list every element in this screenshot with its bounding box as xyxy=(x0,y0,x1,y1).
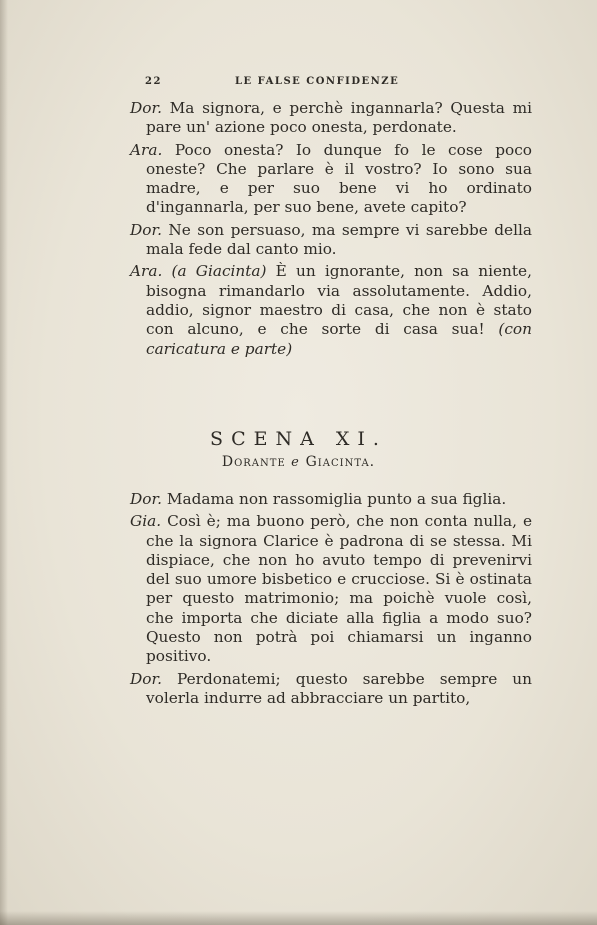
running-header xyxy=(145,76,535,92)
conjunction: e xyxy=(291,455,301,470)
stage-direction: (a Giacinta) xyxy=(171,262,267,281)
speech-line xyxy=(130,262,532,358)
speaker-label: Dor. xyxy=(130,669,162,688)
speaker-label: Ara. xyxy=(130,262,163,281)
speech-line xyxy=(130,221,532,260)
running-title: LE FALSE CONFIDENZE xyxy=(235,76,400,87)
page-bottom-shadow xyxy=(0,911,597,925)
dialogue-block-top xyxy=(130,99,532,362)
speech-text: Perdonatemi; questo sarebbe sempre un volerla indurre ad abbracciare un partito, xyxy=(146,669,532,707)
speech-line xyxy=(130,99,532,138)
speech-text: Ma signora, e perchè ingannarla? Questa mi pare un' azione poco onesta, perdonate. xyxy=(146,99,532,137)
speaker-label: Dor. xyxy=(130,99,162,117)
speech-text: Madama non rassomiglia punto a sua figlia. xyxy=(166,490,507,508)
scene-heading: SCENA XI. xyxy=(210,428,387,450)
scene-characters xyxy=(0,454,597,470)
page-number: 22 xyxy=(145,76,162,87)
speaker-label: Dor. xyxy=(130,490,162,508)
speech-text: Ne son persuaso, ma sempre vi sarebbe della mala fede dal canto mio. xyxy=(146,220,532,259)
character-name: Dorante xyxy=(221,454,286,470)
speech-line xyxy=(130,670,532,709)
speaker-label: Dor. xyxy=(130,220,162,239)
speaker-label: Gia. xyxy=(130,512,162,531)
speech-line xyxy=(130,141,532,218)
speech-text: È un ignorante, non sa niente, bisogna rimandarlo via assolutamente. Addio, addio, signor maestro di casa, che non è stato con alcuno, e che sorte di casa sua! xyxy=(146,262,532,339)
speech-text: Così è; ma buono però, che non conta nulla, e che la signora Clarice è padrona di se stessa. Mi dispiace, che non ho avuto tempo di prevenirvi del suo umore bisbetico e crucciose. Si è ostinata per questo matrimonio; ma poichè vuole così, che importa che diciate alla figlia a modo suo? Questo non potrà poi chiamarsi un inganno positivo. xyxy=(146,512,532,666)
speaker-label: Ara. xyxy=(130,140,163,159)
speech-text: Poco onesta? Io dunque fo le cose poco oneste? Che parlare è il vostro? Io sono sua madre, e per suo bene vi ho ordinato d'ingannarla, per suo bene, avete capito? xyxy=(146,140,532,217)
dialogue-block-bottom xyxy=(130,490,532,711)
speech-line xyxy=(130,512,532,666)
speech-line xyxy=(130,490,532,509)
stage-direction: (con caricatura e parte) xyxy=(146,320,532,358)
character-name: Giacinta. xyxy=(305,454,376,470)
